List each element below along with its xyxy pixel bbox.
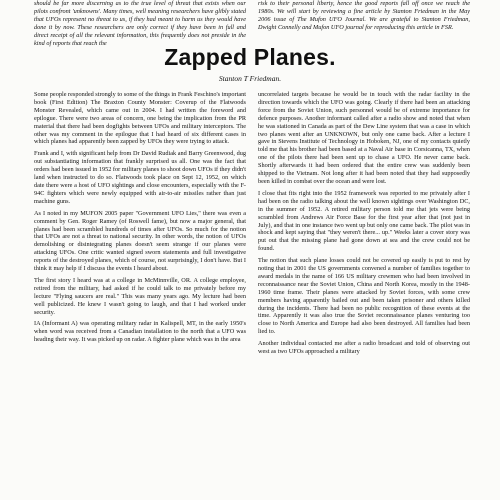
intro-paragraph-left: should be far more discerning as to the true level of threat that exists when our pilots confront 'unknowns'. Many times, well meaning researchers have glibly stated that UFOs represent no threat to us, if they had meant to harm us they would have done it by now. These researchers are only correct if they have been in full and direct receipt of all the relevant information, this frequently does not preside in the kind of reports that reach the — [34, 0, 246, 47]
body-paragraph: As I noted in my MUFON 2005 paper "Government UFO Lies," there was even a comment by Gen. Roger Ramey (of Roswell fame), but now a major general, that planes had been scrambled hundreds of times after UFOs. So much for the notion that UFOs are not a threat to national security. In other words, the notion of UFOs demolishing or disintegrating planes doesn't seem strange if our planes were attacking UFOs. One critic wanted signed sworn statements and full investigative reports of the destroyed planes, which of course, not surprisingly, I don't have. But I think it may help if I discuss the events I heard about. — [34, 209, 246, 273]
body-paragraph: I close that fits right into the 1952 framework was reported to me privately after I had been on the radio talking about the well known sightings over Washington DC, in the summer of 1952. A retired military person told me that jets were being scrambled from Andrews Air Force Base for the first year after that (not just in July), and that in one instance two went up but only one came back. The pilot was in shock and kept saying that "they weren't there... up." Weeks later a cover story was put out that the missing plane had gone down at sea and the crew could not be found. — [258, 189, 470, 253]
body-paragraph: Some people responded strongly to some of the things in Frank Feschino's important book (First Edition) The Braxton County Monster: Coverup of the Flatwoods Monster Revealed, which came out in 2004. I had written the foreword and epilogue. There were two areas of concern, one being the implication from the PR material that there had been dogfights between UFOs and military interceptors. The other was my comment in the epilogue that I had heard of six different cases in which planes had apparently been zapped by UFOs they were trying to attack. — [34, 91, 246, 146]
article-title: Zapped Planes. — [164, 44, 336, 70]
body-paragraph: The first story I heard was at a college in McMinnville, OR. A college employee, retired from the military, had asked if he could talk to me privately before my lecture "Flying saucers are real." This was many years ago. My lecture had been well publicized. He knew I wasn't going to laugh, and that I had worked under security. — [34, 276, 246, 316]
body-paragraph: Frank and I, with significant help from Dr David Rudiak and Barry Greenwood, dug out substantiating information that frankly surprised us all. One was the fact that orders had been issued in 1952 for military planes to shoot down UFOs if they didn't land when instructed to do so. Flatwoods took place on Sept 12, 1952, on which date there were a host of UFO sightings and close encounters, especially with the F-94C fighters which were newly equipped with air-to-air missiles rather than just machine guns. — [34, 150, 246, 205]
body-paragraph: IA (Informant A) was operating military radar in Kalispell, MT, in the early 1950's when word was received from a Canadian installation to the north that a UFO was heading their way. It was picked up on radar. A fighter plane which was in the area — [34, 320, 246, 344]
intro-paragraph-right: risk to their personal liberty, hence the good reports fall off once we reach the 1980s. We will start by reviewing a fine article by Stanton Friedman in the May 2006 issue of The Mufon UFO Journal. We are grateful to Stanton Friedman, Dwight Connelly and Mufon UFO journal for reproducing this article in FSR. — [258, 0, 470, 31]
body-paragraph: Another individual contacted me after a radio broadcast and told of observing out west as two UFOs approached a military — [258, 340, 470, 356]
body-column-left — [34, 91, 246, 348]
article-byline: Stanton T Friedman. — [218, 74, 282, 83]
body-paragraph: The notion that such plane losses could not be covered up easily is put to rest by noting that in 2001 the US governments convened a number of families together to award medals in the name of 166 US military crewmen who had been involved in reconnaissance near the Soviet Union, China and North Korea, mostly in the 1948-1960 time frame. Their planes were attacked by Soviet forces, with some crew members having apparently bailed out and been taken prisoner and others killed during the incidents. There had been no public recognition of these events at the time. Apparently it was also true the Soviet reconnaissance planes venturing too close to North America and Europe had also been destroyed. All families had been lied to. — [258, 257, 470, 336]
body-paragraph: uncorrelated targets because he would be in touch with the radar facility in the direction towards which the UFO was going. Clearly if there had been an attacking force from the Soviet Union, such personnel would be of extreme importance for defence purposes. Another informant called after a radio show and noted that when he was stationed in Canada as part of the Dew Line system that was a case in which two planes went after an UNKNOWN, but only one came back. After a lecture I gave in Stevens Institute of Technology in Hoboken, NJ, one of my contacts quietly told me that his brother had been based at a Naval Air base in Corsicanna, TX, when one of the pilots there had been sent up to chase a UFO. He never came back. Shortly afterwards it had been ordered that the entire crew was suddenly been shipped to the Vietnam. Not long after it had been noted that they had supposedly been killed in combat over the ocean and were lost. — [258, 91, 470, 185]
body-column-right — [258, 91, 470, 360]
intro-column-right — [258, 0, 470, 36]
